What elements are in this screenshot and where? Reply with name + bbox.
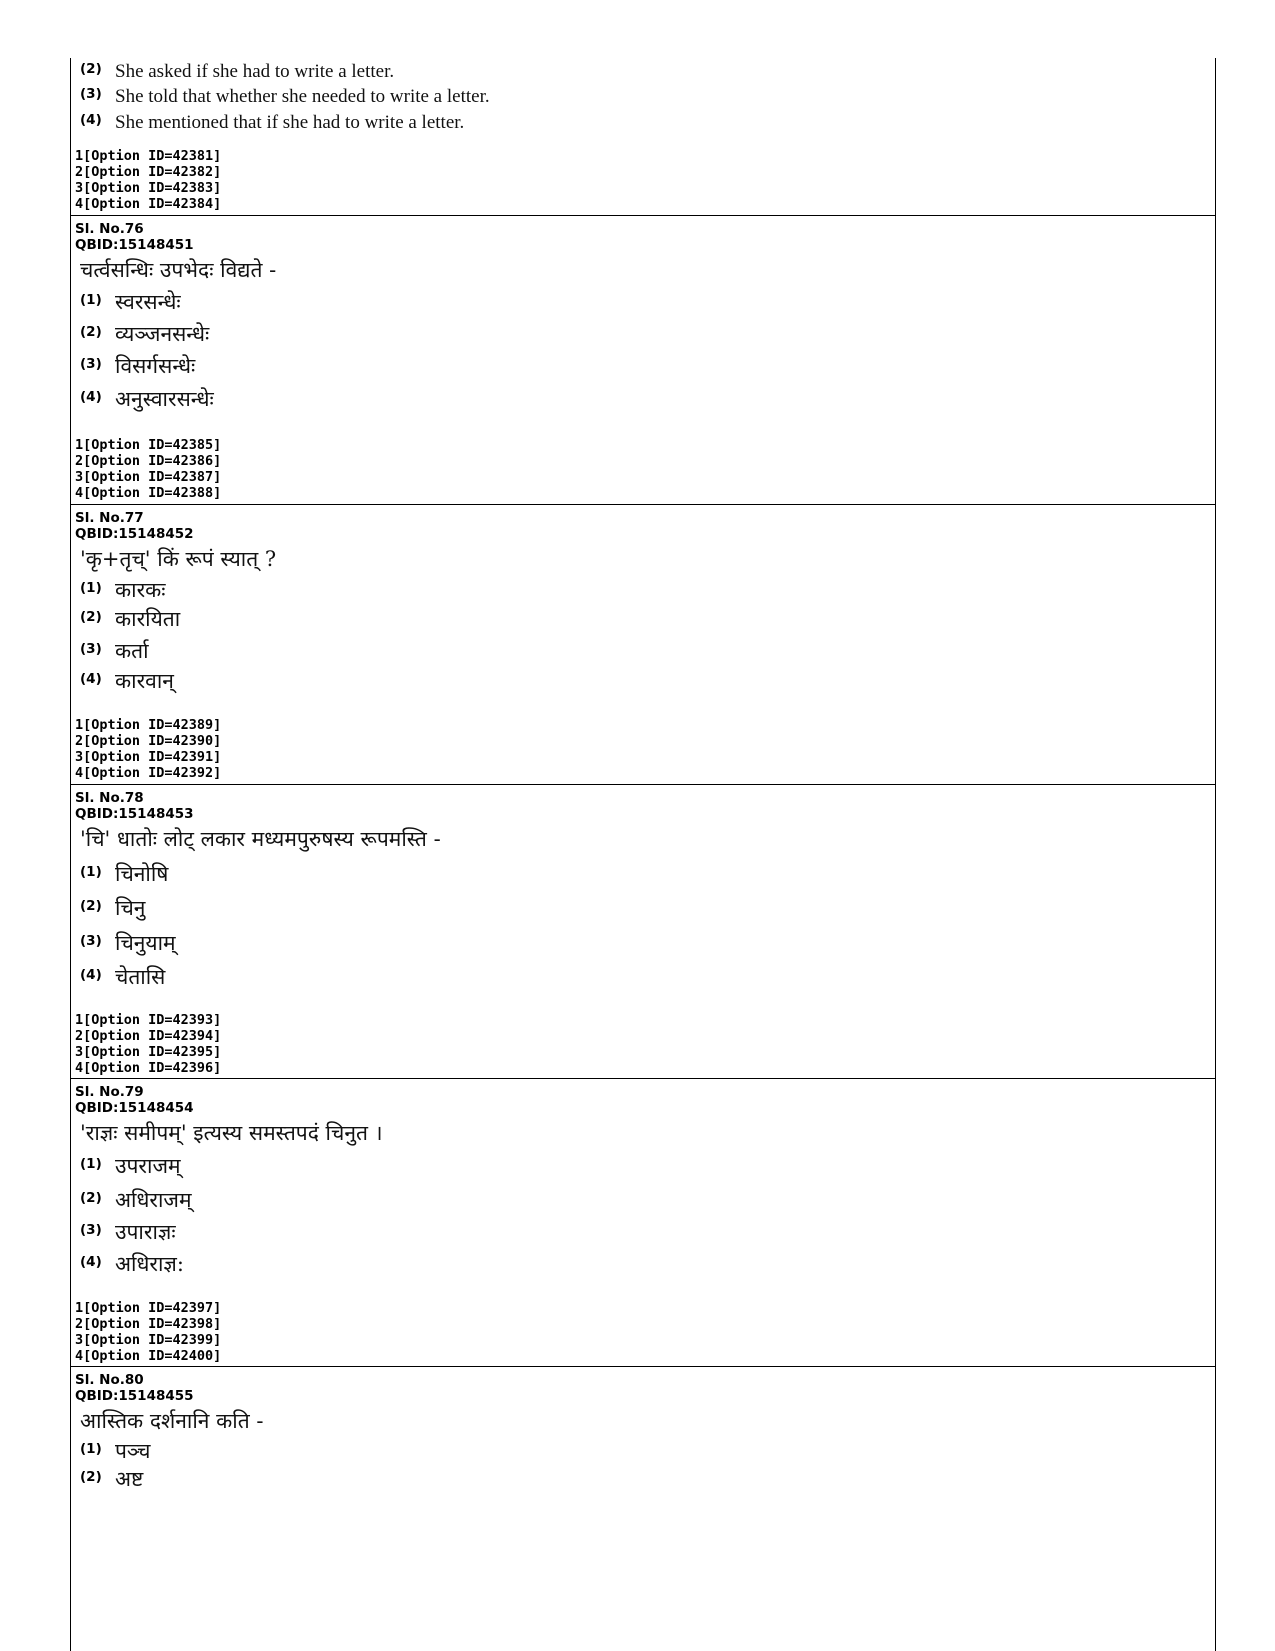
question-text: 'कृ+तृच्' किं रूपं स्यात् ?: [80, 547, 277, 571]
option-number: (3): [80, 641, 102, 657]
option-text: चिनुयाम्: [115, 931, 176, 955]
option-number: (4): [80, 389, 102, 405]
option-number: (2): [80, 898, 102, 914]
option-number: (3): [80, 86, 102, 102]
question-77: [71, 506, 1215, 784]
option-number: (4): [80, 671, 102, 687]
question-divider: [71, 784, 1215, 785]
option-text: कारवान्: [115, 669, 174, 693]
option-text: चिनोषि: [115, 862, 169, 886]
option-id: 3[Option ID=42391]: [75, 749, 222, 765]
option-number: (4): [80, 967, 102, 983]
qbid: QBID:15148454: [75, 1100, 194, 1116]
option-text: व्यञ्जनसन्धेः: [115, 322, 210, 346]
option-id: 2[Option ID=42394]: [75, 1028, 222, 1044]
option-id: 1[Option ID=42393]: [75, 1012, 222, 1028]
option-id: 1[Option ID=42385]: [75, 437, 222, 453]
option-id: 4[Option ID=42396]: [75, 1060, 222, 1076]
option-text: अनुस्वारसन्धेः: [115, 387, 214, 411]
serial-number: Sl. No.79: [75, 1084, 144, 1100]
option-number: (4): [80, 112, 102, 128]
question-text: 'राज्ञः समीपम्' इत्यस्य समस्तपदं चिनुत ।: [80, 1121, 383, 1145]
option-text: उपाराज्ञः: [115, 1220, 176, 1244]
option-id: 2[Option ID=42390]: [75, 733, 222, 749]
option-number: (2): [80, 609, 102, 625]
option-number: (3): [80, 1222, 102, 1238]
option-number: (3): [80, 356, 102, 372]
option-number: (2): [80, 324, 102, 340]
option-id-list: [75, 717, 221, 781]
option-id: 2[Option ID=42382]: [75, 164, 222, 180]
question-75-fragment: [71, 58, 1215, 216]
qbid: QBID:15148455: [75, 1388, 194, 1404]
question-76: [71, 217, 1215, 505]
option-text: अष्ट: [115, 1467, 144, 1491]
option-text: पञ्च: [115, 1439, 151, 1463]
option-text: चिनु: [115, 896, 146, 920]
serial-number: Sl. No.80: [75, 1372, 144, 1388]
option-number: (2): [80, 1190, 102, 1206]
question-text: आस्तिक दर्शनानि कति -: [80, 1409, 264, 1433]
question-divider: [71, 504, 1215, 505]
option-number: (4): [80, 1254, 102, 1270]
serial-number: Sl. No.78: [75, 790, 144, 806]
option-id: 4[Option ID=42388]: [75, 485, 222, 501]
option-number: (2): [80, 61, 102, 77]
option-id: 1[Option ID=42389]: [75, 717, 222, 733]
question-divider: [71, 1078, 1215, 1079]
question-text: चर्त्वसन्धिः उपभेदः विद्यते -: [80, 258, 277, 282]
option-text: चेतासि: [115, 965, 166, 989]
option-id: 1[Option ID=42381]: [75, 148, 222, 164]
option-number: (1): [80, 1156, 102, 1172]
question-78: [71, 786, 1215, 1078]
serial-number: Sl. No.76: [75, 221, 144, 237]
option-id: 3[Option ID=42383]: [75, 180, 222, 196]
question-text: 'चि' धातोः लोट् लकार मध्यमपुरुषस्य रूपमस्ति -: [80, 827, 441, 851]
option-id-list: [75, 437, 221, 501]
option-id-list: [75, 148, 221, 212]
question-divider: [71, 215, 1215, 216]
option-number: (1): [80, 292, 102, 308]
question-80: [71, 1368, 1215, 1508]
option-text: She mentioned that if she had to write a letter.: [115, 112, 465, 133]
option-text: She asked if she had to write a letter.: [115, 61, 395, 82]
option-id: 3[Option ID=42395]: [75, 1044, 222, 1060]
option-number: (2): [80, 1469, 102, 1485]
question-divider: [71, 1366, 1215, 1367]
option-text: विसर्गसन्धेः: [115, 354, 196, 378]
option-number: (3): [80, 933, 102, 949]
option-id: 3[Option ID=42399]: [75, 1332, 222, 1348]
option-number: (1): [80, 580, 102, 596]
option-id: 4[Option ID=42400]: [75, 1348, 222, 1364]
option-text: उपराजम्: [115, 1154, 181, 1178]
serial-number: Sl. No.77: [75, 510, 144, 526]
question-79: [71, 1080, 1215, 1366]
option-id: 2[Option ID=42386]: [75, 453, 222, 469]
option-id: 2[Option ID=42398]: [75, 1316, 222, 1332]
option-text: स्वरसन्धेः: [115, 290, 181, 314]
option-id: 4[Option ID=42392]: [75, 765, 222, 781]
option-text: अधिराज्ञ:: [115, 1252, 184, 1276]
option-text: कारयिता: [115, 607, 181, 631]
option-id: 4[Option ID=42384]: [75, 196, 222, 212]
qbid: QBID:15148451: [75, 237, 194, 253]
option-text: कर्ता: [115, 639, 149, 663]
option-text: अधिराजम्: [115, 1188, 192, 1212]
option-id-list: [75, 1300, 221, 1364]
option-number: (1): [80, 864, 102, 880]
option-text: कारकः: [115, 578, 166, 602]
option-id: 3[Option ID=42387]: [75, 469, 222, 485]
option-text: She told that whether she needed to write a letter.: [115, 86, 490, 107]
option-id: 1[Option ID=42397]: [75, 1300, 222, 1316]
option-number: (1): [80, 1441, 102, 1457]
exam-page: [70, 58, 1216, 1651]
option-id-list: [75, 1012, 221, 1076]
qbid: QBID:15148453: [75, 806, 194, 822]
qbid: QBID:15148452: [75, 526, 194, 542]
